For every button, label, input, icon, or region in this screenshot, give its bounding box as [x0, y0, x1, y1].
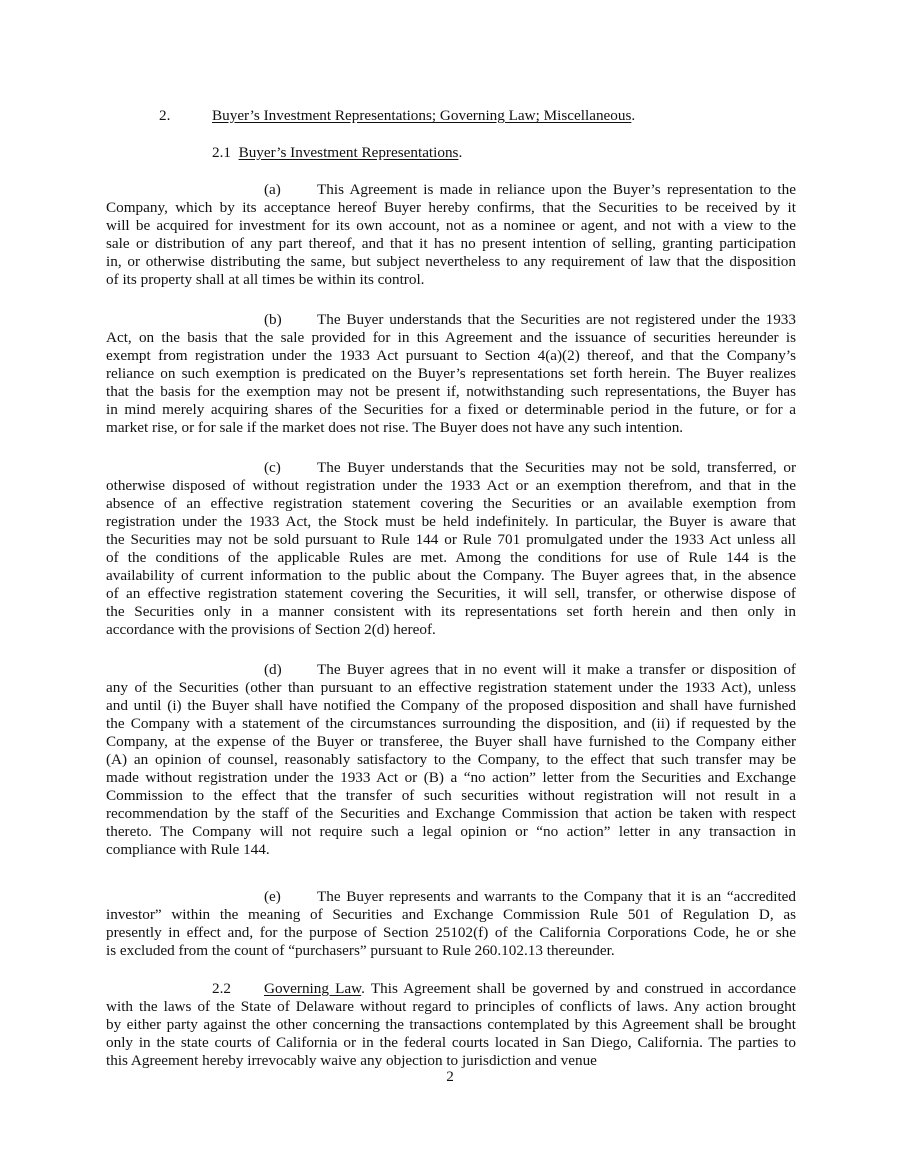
subsection-2-2-title: Governing Law: [264, 980, 362, 997]
para-d-line: the Company with a statement of the circumstances surrounding the disposition, and (ii) if requested by the: [106, 715, 796, 732]
para-b-line: market rise, or for sale if the market does not rise. The Buyer does not have any such intention.: [106, 419, 684, 436]
para-b-line: in mind merely acquiring shares of the Securities for a fixed or determinable period in the future, or for a: [106, 401, 796, 418]
para-d-line: thereto. The Company will not require such a legal opinion or “no action” letter in any transaction in: [106, 823, 796, 840]
subsection-2-2-line: only in the state courts of California or in the federal courts located in San Diego, California. The parties to: [106, 1034, 796, 1051]
para-e-line: The Buyer represents and warrants to the Company that it is an “accredited: [317, 888, 796, 905]
para-c-line: absence of an effective registration statement covering the Securities or an available exemption from: [106, 495, 796, 512]
subsection-2-2-line: by either party against the other concerning the transactions contemplated by this Agreement shall be brought: [106, 1016, 796, 1033]
para-a-line: will be acquired for investment for its own account, not as a nominee or agent, and not with a view to the: [106, 217, 796, 234]
para-b-line: reliance on such exemption is predicated on the Buyer’s representations set forth herein. The Buyer realizes: [106, 365, 796, 382]
para-d-line: compliance with Rule 144.: [106, 841, 270, 858]
para-d-line: and until (i) the Buyer shall have notified the Company of the proposed disposition and shall have furnished: [106, 697, 796, 714]
subsection-2-1-title-end: .: [458, 144, 463, 161]
para-d-line: any of the Securities (other than pursuant to an effective registration statement under the 1933 Act), unless: [106, 679, 796, 696]
subsection-2-1-number: 2.1: [212, 144, 231, 161]
subsection-2-2-number: 2.2: [212, 980, 231, 997]
subsection-2-1-heading: [212, 144, 462, 162]
para-e-label: (e): [264, 888, 281, 905]
para-a-line: of its property shall at all times be within its control.: [106, 271, 425, 288]
para-a-label: (a): [264, 181, 281, 198]
para-c-line: of an effective registration statement covering the Securities, it will sell, transfer, or otherwise dispose of: [106, 585, 796, 602]
para-c-label: (c): [264, 459, 281, 476]
page-number: 2: [446, 1068, 454, 1085]
para-d-line: (A) an opinion of counsel, reasonably satisfactory to the Company, to the effect that such transfer may be: [106, 751, 796, 768]
para-c-line: registration under the 1933 Act, the Stock must be held indefinitely. In particular, the Buyer is aware that: [106, 513, 796, 530]
section-number: 2.: [159, 107, 171, 124]
para-b-line: that the basis for the exemption may not be present if, notwithstanding such representations, the Buyer has: [106, 383, 796, 400]
para-d-label: (d): [264, 661, 282, 678]
para-a-line: Company, which by its acceptance hereof Buyer hereby confirms, that the Securities to be received by it: [106, 199, 796, 216]
para-b-line: The Buyer understands that the Securities are not registered under the 1933: [317, 311, 796, 328]
para-d-line: recommendation by the staff of the Securities and Exchange Commission that action be taken with respect: [106, 805, 796, 822]
subsection-2-1-title: Buyer’s Investment Representations: [238, 144, 459, 161]
para-d-line: The Buyer agrees that in no event will it make a transfer or disposition of: [317, 661, 796, 678]
para-d-line: made without registration under the 1933 Act or (B) a “no action” letter from the Securities and Exchange: [106, 769, 796, 786]
para-c-line: otherwise disposed of without registration under the 1933 Act or an exemption therefrom, and that in the: [106, 477, 796, 494]
para-c-line: accordance with the provisions of Section 2(d) hereof.: [106, 621, 436, 638]
para-d-line: Commission to the effect that the transfer of such securities without registration will not result in a: [106, 787, 796, 804]
section-heading: [212, 107, 635, 125]
para-b-label: (b): [264, 311, 282, 328]
para-c-line: the Securities may not be sold pursuant to Rule 144 or Rule 701 promulgated under the 1933 Act unless all: [106, 531, 796, 548]
para-e-line: is excluded from the count of “purchasers” pursuant to Rule 260.102.13 thereunder.: [106, 942, 615, 959]
para-b-line: Act, on the basis that the sale provided for in this Agreement and the issuance of securities hereunder is: [106, 329, 796, 346]
section-title-end: .: [631, 107, 636, 124]
subsection-2-2-line: with the laws of the State of Delaware without regard to principles of conflicts of laws. Any action brought: [106, 998, 796, 1015]
para-b-line: exempt from registration under the 1933 Act pursuant to Section 4(a)(2) thereof, and that the Company’s: [106, 347, 796, 364]
para-a-line: sale or distribution of any part thereof, and that it has no present intention of selling, granting participation: [106, 235, 796, 252]
subsection-2-2-first-line-rest: . This Agreement shall be governed by and construed in accordance: [361, 980, 796, 997]
para-a-line: in, or otherwise distributing the same, but subject nevertheless to any requirement of law that the disposition: [106, 253, 796, 270]
subsection-2-2-first-line: [264, 980, 796, 998]
para-e-line: investor” within the meaning of Securities and Exchange Commission Rule 501 of Regulation D, as: [106, 906, 796, 923]
para-c-line: The Buyer understands that the Securities may not be sold, transferred, or: [317, 459, 796, 476]
para-c-line: the Securities only in a manner consistent with its representations set forth herein and then only in: [106, 603, 796, 620]
subsection-2-2-line: this Agreement hereby irrevocably waive any objection to jurisdiction and venue: [106, 1052, 597, 1069]
para-c-line: availability of current information to the public about the Company. The Buyer agrees that, in the absence: [106, 567, 796, 584]
section-title: Buyer’s Investment Representations; Governing Law; Miscellaneous: [212, 107, 632, 124]
para-a-line: This Agreement is made in reliance upon the Buyer’s representation to the: [317, 181, 796, 198]
para-e-line: presently in effect and, for the purpose of Section 25102(f) of the California Corporations Code, he or she: [106, 924, 796, 941]
para-d-line: Company, at the expense of the Buyer or transferee, the Buyer shall have furnished to the Company either: [106, 733, 796, 750]
para-c-line: of the conditions of the applicable Rules are met. Among the conditions for use of Rule 144 is the: [106, 549, 796, 566]
